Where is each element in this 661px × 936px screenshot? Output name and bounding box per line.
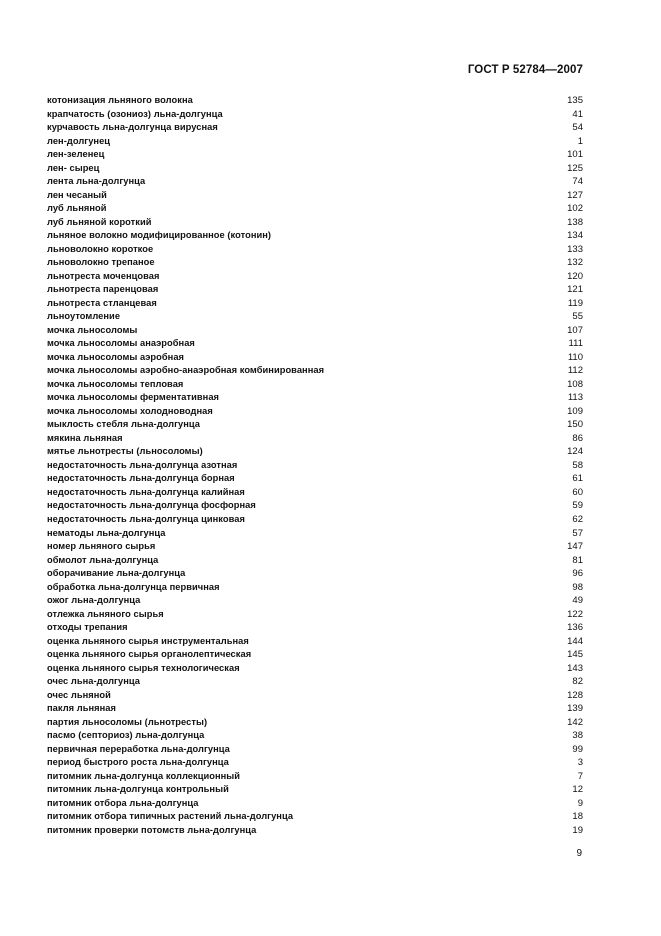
index-term: питомник льна-долгунца коллекционный bbox=[47, 770, 241, 781]
index-entry bbox=[47, 243, 583, 257]
index-term: лен-зеленец bbox=[47, 149, 105, 160]
index-entry bbox=[47, 783, 583, 797]
index-page-ref: 145 bbox=[567, 649, 583, 661]
index-entry bbox=[47, 445, 583, 459]
index-page-ref: 54 bbox=[572, 122, 583, 134]
index-page-ref: 49 bbox=[572, 595, 583, 607]
index-page-ref: 58 bbox=[572, 459, 583, 471]
index-entry bbox=[47, 202, 583, 216]
index-page-ref: 107 bbox=[567, 324, 583, 336]
index-page-ref: 121 bbox=[567, 284, 583, 296]
index-term: лен- сырец bbox=[47, 162, 100, 173]
index-term: недостаточность льна-долгунца фосфорная bbox=[47, 500, 256, 511]
index-term: луб льняной bbox=[47, 203, 107, 214]
index-term: недостаточность льна-долгунца азотная bbox=[47, 459, 238, 470]
index-page-ref: 110 bbox=[567, 351, 583, 363]
index-term: курчавость льна-долгунца вирусная bbox=[47, 122, 218, 133]
index-entry bbox=[47, 121, 583, 135]
index-entry bbox=[47, 216, 583, 230]
index-term: период быстрого роста льна-долгунца bbox=[47, 757, 229, 768]
index-term: пакля льняная bbox=[47, 703, 116, 714]
index-term: пасмо (септориоз) льна-долгунца bbox=[47, 730, 205, 741]
index-term: мочка льносоломы аэробная bbox=[47, 351, 185, 362]
index-page-ref: 125 bbox=[567, 162, 583, 174]
index-entry bbox=[47, 351, 583, 365]
index-page-ref: 119 bbox=[567, 297, 583, 309]
index-entry bbox=[47, 148, 583, 162]
index-page-ref: 139 bbox=[567, 703, 583, 715]
index-entry bbox=[47, 108, 583, 122]
index-page-ref: 147 bbox=[567, 541, 583, 553]
index-term: обработка льна-долгунца первичная bbox=[47, 581, 220, 592]
index-entry bbox=[47, 594, 583, 608]
index-page-ref: 133 bbox=[567, 243, 583, 255]
index-page-ref: 127 bbox=[567, 189, 583, 201]
index-entry bbox=[47, 635, 583, 649]
index-page-ref: 108 bbox=[567, 378, 583, 390]
index-entry bbox=[47, 297, 583, 311]
index-term: льноволокно трепаное bbox=[47, 257, 155, 268]
index-page-ref: 142 bbox=[567, 716, 583, 728]
index-page-ref: 144 bbox=[567, 635, 583, 647]
index-page-ref: 57 bbox=[572, 527, 583, 539]
index-page-ref: 1 bbox=[577, 135, 583, 147]
index-term: мякина льняная bbox=[47, 432, 123, 443]
index-entry bbox=[47, 283, 583, 297]
index-term: недостаточность льна-долгунца борная bbox=[47, 473, 235, 484]
index-term: очес льна-долгунца bbox=[47, 676, 140, 687]
index-page-ref: 109 bbox=[567, 405, 583, 417]
standard-designation: ГОСТ Р 52784—2007 bbox=[467, 64, 583, 76]
index-entry bbox=[47, 662, 583, 676]
index-entry bbox=[47, 689, 583, 703]
index-page-ref: 41 bbox=[572, 108, 583, 120]
index-term: льняное волокно модифицированное (котонин) bbox=[47, 230, 272, 241]
index-entry bbox=[47, 189, 583, 203]
index-page-ref: 101 bbox=[567, 149, 583, 161]
index-page-ref: 120 bbox=[567, 270, 583, 282]
index-page-ref: 19 bbox=[572, 824, 583, 836]
index-page-ref: 59 bbox=[572, 500, 583, 512]
index-term: оценка льняного сырья органолептическая bbox=[47, 649, 252, 660]
index-entry bbox=[47, 540, 583, 554]
index-page-ref: 132 bbox=[567, 257, 583, 269]
index-term: питомник льна-долгунца контрольный bbox=[47, 784, 229, 795]
index-page-ref: 135 bbox=[567, 95, 583, 106]
index-term: мятье льнотресты (льносоломы) bbox=[47, 446, 203, 457]
index-page-ref: 136 bbox=[567, 622, 583, 634]
index-term: льноутомление bbox=[47, 311, 121, 322]
index-page-ref: 61 bbox=[572, 473, 583, 485]
index-entry bbox=[47, 743, 583, 757]
index-page-ref: 7 bbox=[577, 770, 583, 782]
index-page-ref: 122 bbox=[567, 608, 583, 620]
index-term: недостаточность льна-долгунца калийная bbox=[47, 486, 245, 497]
index-term: льнотреста стланцевая bbox=[47, 297, 157, 308]
index-term: льноволокно короткое bbox=[47, 243, 154, 254]
index-page-ref: 111 bbox=[568, 338, 583, 350]
index-term: мочка льносоломы холодноводная bbox=[47, 405, 213, 416]
index-term: обмолот льна-долгунца bbox=[47, 554, 159, 565]
index-term: недостаточность льна-долгунца цинковая bbox=[47, 513, 245, 524]
index-entry bbox=[47, 756, 583, 770]
index-entry bbox=[47, 337, 583, 351]
index-page-ref: 3 bbox=[577, 757, 583, 769]
index-page-ref: 62 bbox=[572, 513, 583, 525]
index-entry bbox=[47, 648, 583, 662]
index-entry bbox=[47, 675, 583, 689]
index-page-ref: 128 bbox=[567, 689, 583, 701]
index-term: льнотреста моченцовая bbox=[47, 270, 160, 281]
index-term: луб льняной короткий bbox=[47, 216, 152, 227]
index-entry bbox=[47, 797, 583, 811]
index-entry bbox=[47, 824, 583, 838]
index-entry bbox=[47, 513, 583, 527]
index-page-ref: 38 bbox=[572, 730, 583, 742]
index-page-ref: 134 bbox=[567, 230, 583, 242]
index-entry bbox=[47, 324, 583, 338]
index-term: отлежка льняного сырья bbox=[47, 608, 164, 619]
index-entry bbox=[47, 256, 583, 270]
index-entry bbox=[47, 770, 583, 784]
index-term: льнотреста паренцовая bbox=[47, 284, 159, 295]
index-term: лен-долгунец bbox=[47, 135, 111, 146]
index-term: оценка льняного сырья инструментальная bbox=[47, 635, 249, 646]
index-term: нематоды льна-долгунца bbox=[47, 527, 166, 538]
index-term: лента льна-долгунца bbox=[47, 176, 146, 187]
index-term: мочка льносоломы ферментативная bbox=[47, 392, 220, 403]
index-page-ref: 12 bbox=[572, 784, 583, 796]
index-term: мочка льносоломы тепловая bbox=[47, 378, 184, 389]
index-term: мочка льносоломы bbox=[47, 324, 138, 335]
index-term: оценка льняного сырья технологическая bbox=[47, 662, 240, 673]
page-number: 9 bbox=[576, 848, 582, 859]
index-term: крапчатость (озониоз) льна-долгунца bbox=[47, 108, 223, 119]
index-entry bbox=[47, 499, 583, 513]
alphabetical-index bbox=[47, 94, 583, 837]
index-page-ref: 98 bbox=[572, 581, 583, 593]
index-term: очес льняной bbox=[47, 689, 111, 700]
index-entry bbox=[47, 432, 583, 446]
index-entry bbox=[47, 554, 583, 568]
index-entry bbox=[47, 162, 583, 176]
document-header bbox=[468, 64, 583, 76]
index-entry bbox=[47, 175, 583, 189]
index-page-ref: 55 bbox=[572, 311, 583, 323]
index-entry bbox=[47, 310, 583, 324]
index-term: партия льносоломы (льнотресты) bbox=[47, 716, 208, 727]
index-page-ref: 112 bbox=[567, 365, 583, 377]
index-entry bbox=[47, 527, 583, 541]
index-term: оборачивание льна-долгунца bbox=[47, 568, 186, 579]
index-term: мочка льносоломы аэробно-анаэробная комбинированная bbox=[47, 365, 325, 376]
index-page-ref: 60 bbox=[572, 486, 583, 498]
index-term: мыклость стебля льна-долгунца bbox=[47, 419, 201, 430]
index-page-ref: 102 bbox=[567, 203, 583, 215]
index-entry bbox=[47, 716, 583, 730]
index-entry bbox=[47, 621, 583, 635]
index-entry bbox=[47, 459, 583, 473]
index-term: мочка льносоломы анаэробная bbox=[47, 338, 195, 349]
index-page-ref: 124 bbox=[567, 446, 583, 458]
index-entry bbox=[47, 486, 583, 500]
index-entry bbox=[47, 135, 583, 149]
index-page-ref: 143 bbox=[567, 662, 583, 674]
index-entry bbox=[47, 581, 583, 595]
index-page-ref: 86 bbox=[572, 432, 583, 444]
index-page-ref: 150 bbox=[567, 419, 583, 431]
index-page-ref: 113 bbox=[567, 392, 583, 404]
index-term: питомник отбора типичных растений льна-долгунца bbox=[47, 811, 294, 822]
index-page-ref: 82 bbox=[572, 676, 583, 688]
index-entry bbox=[47, 405, 583, 419]
index-page-ref: 18 bbox=[572, 811, 583, 823]
index-term: отходы трепания bbox=[47, 622, 128, 633]
index-entry bbox=[47, 364, 583, 378]
index-term: ожог льна-долгунца bbox=[47, 595, 141, 606]
index-page-ref: 81 bbox=[572, 554, 583, 566]
index-entry bbox=[47, 391, 583, 405]
index-entry bbox=[47, 608, 583, 622]
index-entry bbox=[47, 729, 583, 743]
index-page-ref: 138 bbox=[567, 216, 583, 228]
index-term: питомник проверки потомств льна-долгунца bbox=[47, 824, 257, 835]
index-entry bbox=[47, 472, 583, 486]
index-entry bbox=[47, 270, 583, 284]
index-page-ref: 9 bbox=[577, 797, 583, 809]
index-entry bbox=[47, 94, 583, 108]
index-term: лен чесаный bbox=[47, 189, 107, 200]
index-term: первичная переработка льна-долгунца bbox=[47, 743, 230, 754]
index-page-ref: 96 bbox=[572, 568, 583, 580]
index-page-ref: 74 bbox=[572, 176, 583, 188]
index-term: номер льняного сырья bbox=[47, 541, 156, 552]
index-term: питомник отбора льна-долгунца bbox=[47, 797, 199, 808]
index-entry bbox=[47, 229, 583, 243]
index-entry bbox=[47, 418, 583, 432]
index-entry bbox=[47, 702, 583, 716]
index-entry bbox=[47, 378, 583, 392]
index-entry bbox=[47, 810, 583, 824]
index-page-ref: 99 bbox=[572, 743, 583, 755]
index-term: котонизация льняного волокна bbox=[47, 95, 193, 105]
index-entry bbox=[47, 567, 583, 581]
